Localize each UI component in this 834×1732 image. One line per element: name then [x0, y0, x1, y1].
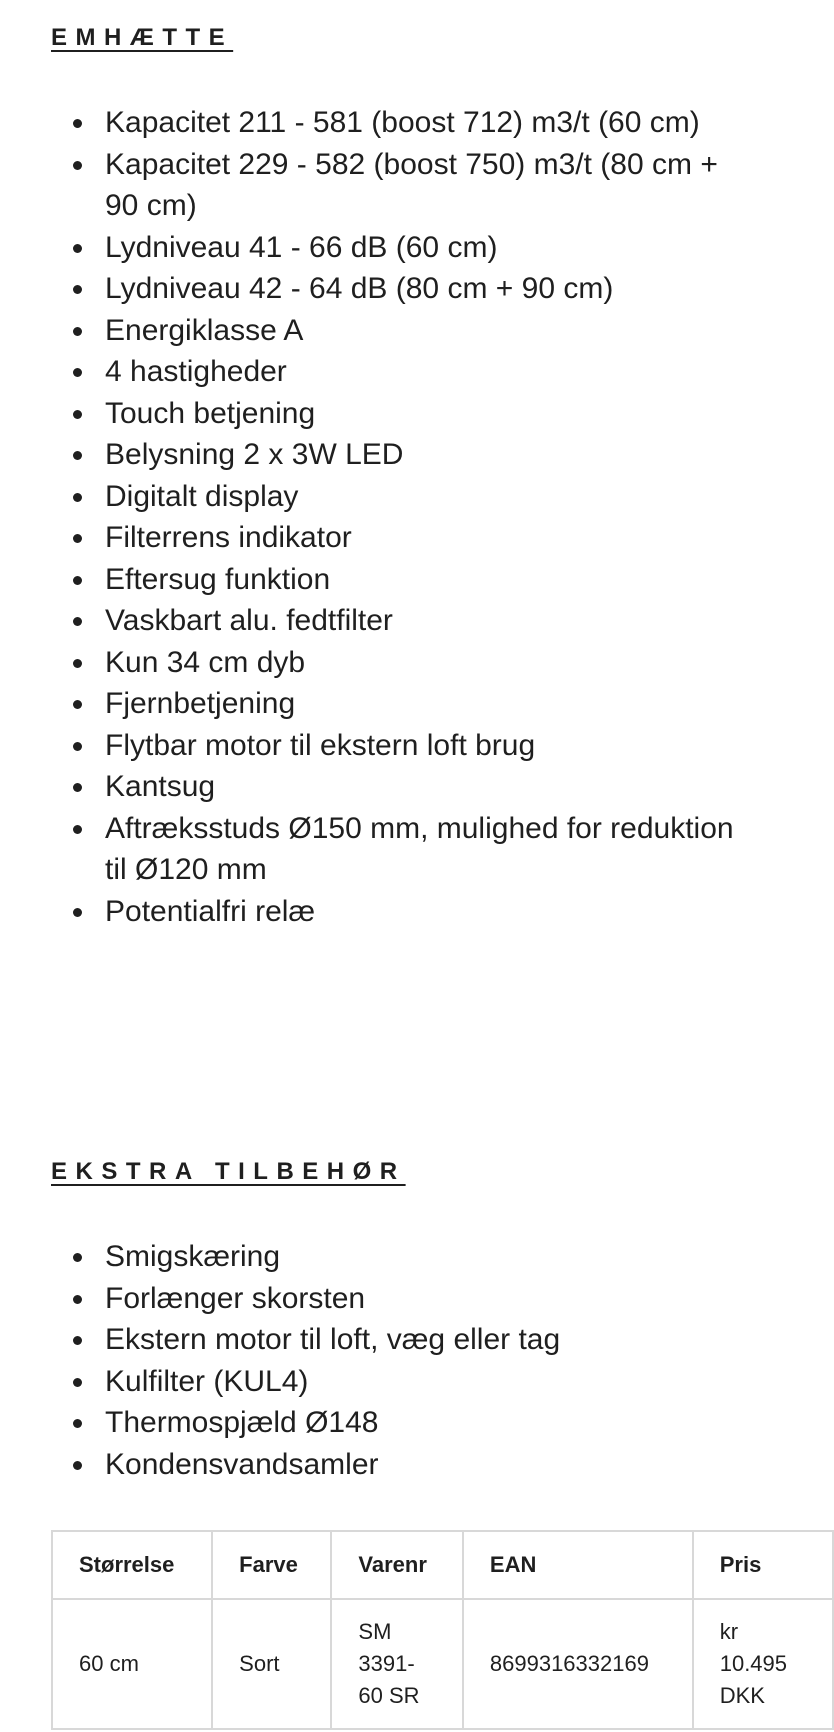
list-item: Potentialfri relæ: [105, 891, 745, 933]
list-item: Kapacitet 211 - 581 (boost 712) m3/t (60 cm): [105, 102, 745, 144]
list-item: Fjernbetjening: [105, 683, 745, 725]
column-header-size: Størrelse: [52, 1531, 212, 1599]
section-heading-ekstra-tilbehor: EKSTRA TILBEHØR: [51, 1158, 406, 1185]
list-item: Kapacitet 229 - 582 (boost 750) m3/t (80 cm + 90 cm): [105, 144, 745, 227]
list-item: Touch betjening: [105, 393, 745, 435]
product-variant-table: [51, 1530, 834, 1730]
cell-ean: 8699316332169: [463, 1599, 693, 1729]
list-item: Kantsug: [105, 766, 745, 808]
list-item: Lydniveau 41 - 66 dB (60 cm): [105, 227, 745, 269]
table-row: [52, 1599, 833, 1729]
list-item: Thermospjæld Ø148: [105, 1402, 745, 1444]
column-header-color: Farve: [212, 1531, 331, 1599]
list-item: Filterrens indikator: [105, 517, 745, 559]
list-item: Digitalt display: [105, 476, 745, 518]
list-item: Energiklasse A: [105, 310, 745, 352]
column-header-ean: EAN: [463, 1531, 693, 1599]
list-item: Kondensvandsamler: [105, 1444, 745, 1486]
list-item: Aftræksstuds Ø150 mm, mulighed for reduktion til Ø120 mm: [105, 808, 745, 891]
cell-item-number: SM 3391-60 SR: [331, 1599, 462, 1729]
cell-size: 60 cm: [52, 1599, 212, 1729]
list-item: Smigskæring: [105, 1236, 745, 1278]
list-item: Kulfilter (KUL4): [105, 1361, 745, 1403]
list-item: 4 hastigheder: [105, 351, 745, 393]
list-item: Forlænger skorsten: [105, 1278, 745, 1320]
column-header-price: Pris: [693, 1531, 833, 1599]
list-item: Vaskbart alu. fedtfilter: [105, 600, 745, 642]
cell-color: Sort: [212, 1599, 331, 1729]
feature-list: [51, 102, 745, 932]
accessory-list: [51, 1236, 745, 1485]
table-header-row: [52, 1531, 833, 1599]
cell-price: kr 10.495 DKK: [693, 1599, 833, 1729]
section-heading-emhaette: EMHÆTTE: [51, 24, 234, 51]
list-item: Lydniveau 42 - 64 dB (80 cm + 90 cm): [105, 268, 745, 310]
list-item: Flytbar motor til ekstern loft brug: [105, 725, 745, 767]
list-item: Ekstern motor til loft, væg eller tag: [105, 1319, 745, 1361]
list-item: Kun 34 cm dyb: [105, 642, 745, 684]
column-header-item-number: Varenr: [331, 1531, 462, 1599]
list-item: Eftersug funktion: [105, 559, 745, 601]
list-item: Belysning 2 x 3W LED: [105, 434, 745, 476]
